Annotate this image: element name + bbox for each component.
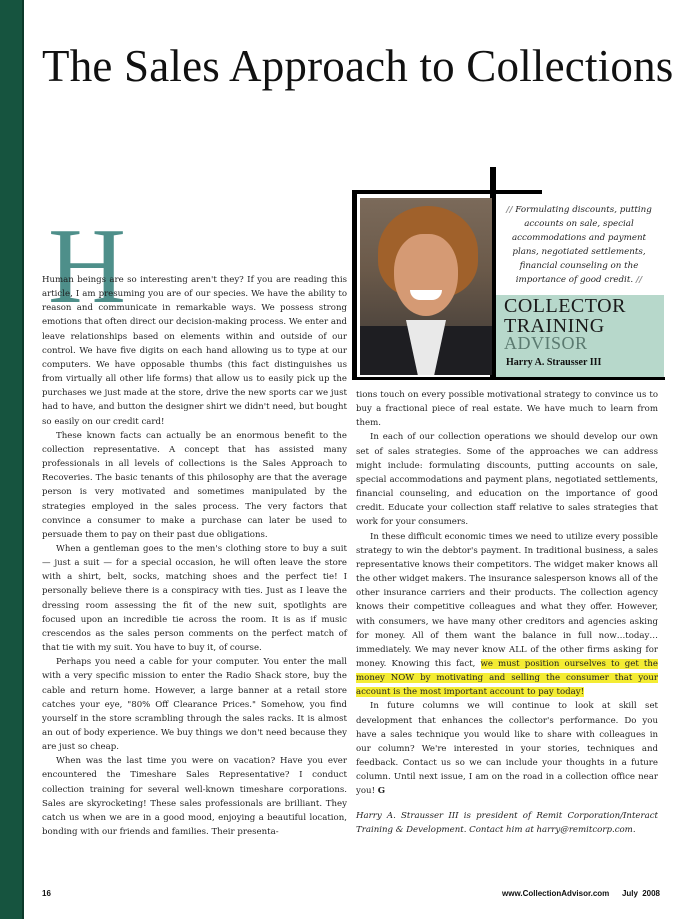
paragraph-text: In future columns we will continue to look at skill set development that enhances the collector's performance. Do you have a sales technique you would like to share with colleagues in our column? We're interested in your stories, techniques and feedback. Contact us so we can include your thoughts in a future column. Until next issue, I am on the road in a collection office near you!: [356, 701, 658, 797]
paragraph: When was the last time you were on vacation? Have you ever encountered the Timeshare Sales Representative? I conduct collection training for several well-known timeshare corporations. Sales are skyrocketing! These sales professionals are brilliant. They catch us when we are in a good mood, enjoying a beautiful location, bonding with our friends and families. Their presenta-: [42, 756, 347, 838]
author-photo: [360, 198, 492, 375]
sidebar-rule-horizontal-top: [352, 190, 542, 194]
page-number: 16: [42, 889, 51, 898]
sidebar-rule-vertical-left: [352, 190, 357, 380]
paragraph-continued: tions touch on every possible motivational strategy to convince us to buy a fractional piece of real estate. We have much to learn from them.: [356, 390, 658, 429]
quote-open-mark: //: [506, 205, 513, 215]
quote-close-mark: //: [635, 275, 643, 285]
footer-issue: July 2008: [621, 889, 660, 898]
highlighted-text: we must position ourselves to get the money NOW by motivating and selling the consumer that your account is the most important account to pay today!: [356, 658, 658, 698]
paragraph: When a gentleman goes to the men's clothing store to buy a suit — just a suit — for a special occasion, he will often leave the store with a shirt, belt, socks, matching shoes and the perfect tie! I personally believe there is a conspiracy with ties. Just as I leave the dressing room assessing the fit of the new suit, spotlights are focused upon an incredible tie across the room. It is as if music crescendos as the sales person comments on the perfect match of that tie with my suit. You have to buy it, of course.: [42, 543, 347, 654]
pull-quote-text: Formulating discounts, putting accounts on sale, special accommodations and payment plans, negotiated settlements, financial counseling on the importance of good credit.: [511, 205, 652, 285]
article-title: The Sales Approach to Collections: [42, 41, 674, 91]
paragraph: [356, 699, 658, 798]
department-title-advisor: ADVISOR: [504, 333, 588, 353]
footer-site: www.CollectionAdvisor.com: [502, 889, 610, 898]
paragraph: These known facts can actually be an enormous benefit to the collection representative. A concept that has assisted many professionals in all levels of collections is the Sales Approach to Recoveries. The basic tenants of this philosophy are that the average person is very motivated and sometimes manipulated by the strategies employed in the sales process. The very factors that convince a consumer to make a purchase can later be used to persuade them to pay on their past due obligations.: [42, 430, 347, 540]
paragraph: Perhaps you need a cable for your computer. You enter the mall with a very specific mission to enter the Radio Shack store, buy the cable and return home. However, a large banner at a retail store catches your eye, "80% Off Clearance Prices." Somehow, you find yourself in the store scrambling through the sales racks. It is almost an out of body experience. We buy things we don't need because they are just so cheap.: [42, 657, 347, 753]
sidebar-rule-horizontal-bottom: [352, 377, 665, 380]
author-bio: Harry A. Strausser III is president of Remit Corporation/Interact Training & Development. Contact him at harry@remitcorp.com.: [356, 810, 658, 835]
article-column-right: [356, 388, 658, 837]
page-spine-edge: [22, 0, 24, 919]
article-column-left: [42, 273, 347, 839]
drop-cap: H: [48, 207, 126, 326]
page-spine-bar: [0, 0, 22, 919]
end-mark-icon: G: [377, 786, 386, 797]
author-name: Harry A. Strausser III: [506, 357, 602, 368]
paragraph-text: In these difficult economic times we need to utilize every possible strategy to win the debtor's payment. In traditional business, a sales representative knows their competitors. The widget maker knows all the other widget makers. The insurance salesperson knows all of the other insurance carriers and their products. The collection agency knows their competitive colleagues and what they offer. However, with consumers, we have many other creditors and agencies asking for money. All of them want the balance in full now…today…immediately. We may never know ALL of the other firms asking for money. Knowing this fact,: [356, 531, 658, 669]
department-title-collector: COLLECTOR: [504, 295, 626, 317]
paragraph-highlighted: [356, 530, 658, 700]
paragraph: Human beings are so interesting aren't they? If you are reading this article, I am presuming you are of our species. We have the ability to reason and communicate in remarkable ways. We possess strong emotions that often direct our decision-making process. We enter and leave relationships based on elements within and outside of our control. We have five digits on each hand allowing us to type at our computers. We have opposable thumbs (this fact distinguishes us from virtually all other life forms) that allow us to easily pick up the purchases we just made at the store, drive the new sports car we just had to have, and button the designer shirt we didn't need, but bought so easily on our credit card!: [42, 275, 347, 427]
department-title-training: TRAINING: [504, 315, 605, 337]
paragraph: In each of our collection operations we should develop our own set of sales strategies. Some of the approaches we can address might include: formulating discounts, putting accounts on sale, special accommodations and payment plans, negotiated settlements, financial counseling, and education on the importance of good credit. Educate your collection staff relative to sales strategies that work for your consumers.: [356, 432, 658, 528]
footer-info: [502, 889, 660, 898]
department-box: [496, 295, 664, 377]
pull-quote: [504, 203, 654, 287]
